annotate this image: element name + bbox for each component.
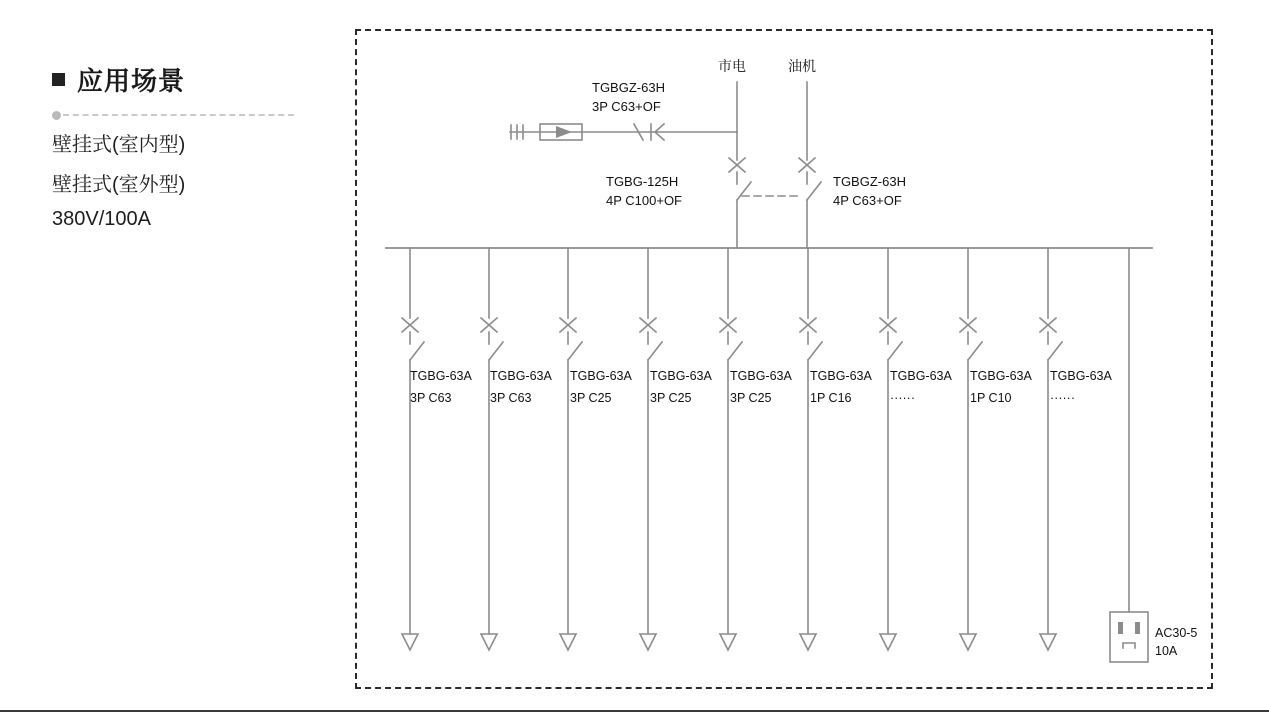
mains-source-label: 市电 [718,58,746,74]
feeder-model: TGBG-63A [490,369,552,383]
feeder-breaker-lever [808,342,822,360]
feeder-arrow-icon [640,634,656,650]
feeder-model: TGBG-63A [410,369,472,383]
meter-arrow-icon [556,126,572,138]
feeder-rating: 1P C10 [970,391,1012,405]
top-breaker-model: TGBGZ-63H [592,80,665,95]
feeder-model: TGBG-63A [650,369,712,383]
feeder-breaker-lever [728,342,742,360]
feeder-arrow-icon [880,634,896,650]
socket-model: AC30-5 [1155,626,1198,640]
gen-breaker-lever [807,182,821,200]
feeder-breaker-lever [968,342,982,360]
feeder-model: TGBG-63A [970,369,1032,383]
feeder-arrow-icon [960,634,976,650]
feeder-breaker-lever [888,342,902,360]
feeder-arrow-icon [481,634,497,650]
feeder-breaker-lever [410,342,424,360]
feeder-breaker-lever [489,342,503,360]
mains-breaker-rating: 4P C100+OF [606,193,683,208]
feeder-breaker-lever [1048,342,1062,360]
feeder-rating: ······ [890,391,915,405]
feeder-rating: 3P C25 [730,391,772,405]
gen-breaker-rating: 4P C63+OF [833,193,902,208]
feeder-model: TGBG-63A [810,369,872,383]
socket-earth-pin [1123,643,1135,648]
socket-outline [1110,612,1148,662]
feeder-rating: 3P C25 [570,391,612,405]
feeder-rating: ······ [1050,391,1075,405]
feeder-model: TGBG-63A [570,369,632,383]
socket-rating: 10A [1155,644,1178,658]
feeder-rating: 3P C63 [410,391,452,405]
feeder-breaker-lever [648,342,662,360]
generator-source-label: 油机 [788,58,816,74]
gen-breaker-model: TGBGZ-63H [833,174,906,189]
top-breaker-rating: 3P C63+OF [592,99,661,114]
feeder-arrow-icon [1040,634,1056,650]
feeder-model: TGBG-63A [730,369,792,383]
feeder-model: TGBG-63A [890,369,952,383]
spec-item: 380V/100A [52,208,151,230]
bottom-rule [0,710,1269,712]
feeder-rating: 3P C25 [650,391,692,405]
page-title: 应用场景 [77,66,186,96]
mains-breaker-lever [737,182,751,200]
socket-pin [1118,622,1123,634]
socket-pin [1135,622,1140,634]
feeder-arrow-icon [800,634,816,650]
feeder-rating: 1P C16 [810,391,852,405]
spec-item: 壁挂式(室内型) [52,134,186,156]
feeder-arrow-icon [560,634,576,650]
mains-breaker-model: TGBG-125H [606,174,679,189]
feeder-rating: 3P C63 [490,391,532,405]
feeder-arrow-icon [402,634,418,650]
feeder-arrow-icon [720,634,736,650]
feeder-model: TGBG-63A [1050,369,1112,383]
spec-item: 壁挂式(室外型) [52,174,186,196]
feeder-breaker-lever [568,342,582,360]
